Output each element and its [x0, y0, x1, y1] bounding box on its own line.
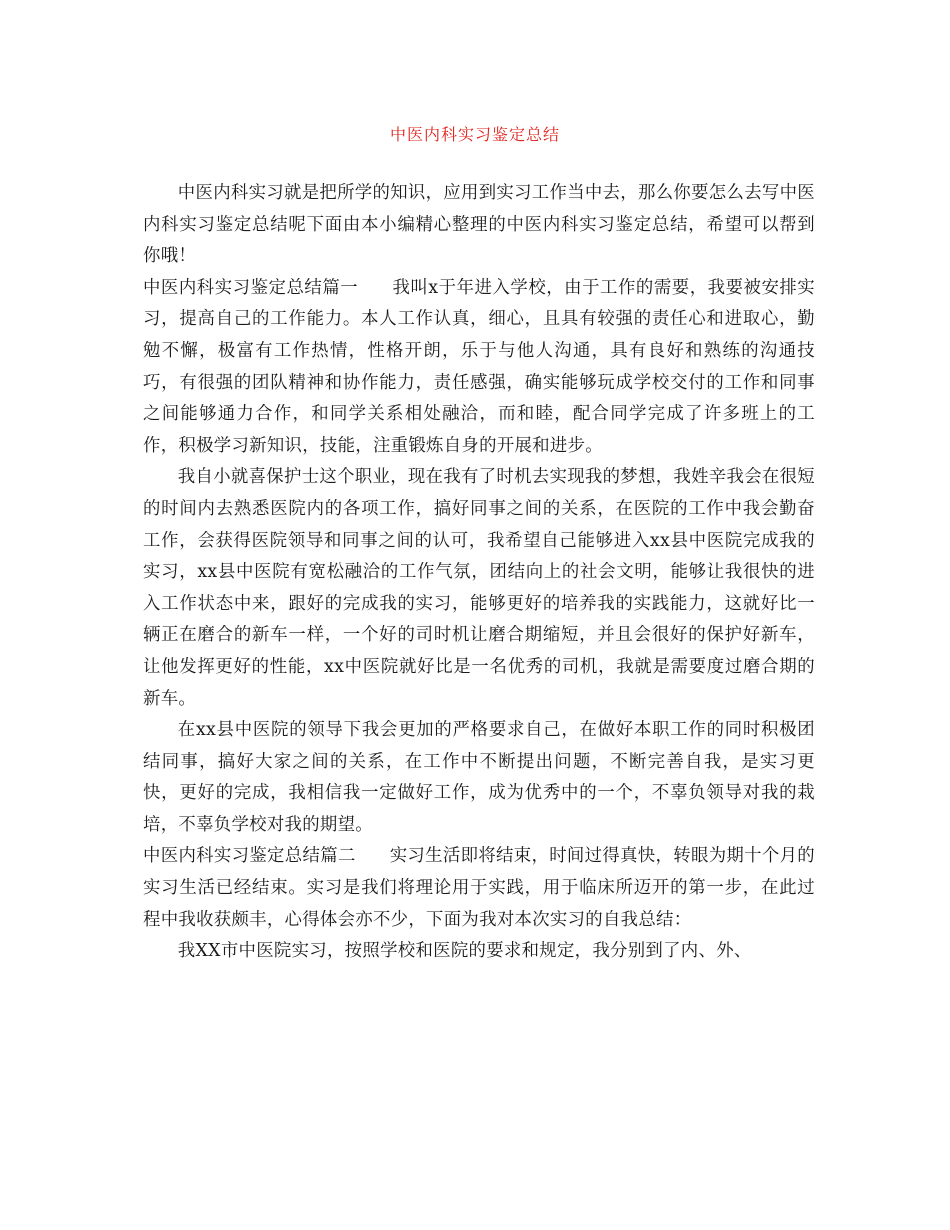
section1-lead-text: 我叫x于年进入学校，由于工作的需要，我要被安排实习，提高自己的工作能力。本人工作认真，细心，且具有较强的责任心和进取心，勤勉不懈，极富有工作热情，性格开朗，乐于与他人沟通，具有良好和熟练的沟通技巧，有很强的团队精神和协作能力，责任感强，确实能够玩成学校交付的工作和同事之间能够通力合作，和同学关系相处融洽，而和睦，配合同学完成了许多班上的工作，积极学习新知识，技能，注重锻炼自身的开展和进步。	[143, 277, 815, 456]
section2-paragraph	[143, 841, 815, 936]
document-body	[143, 178, 815, 968]
document-title: 中医内科实习鉴定总结	[389, 125, 560, 144]
intro-paragraph: 中医内科实习就是把所学的知识，应用到实习工作当中去，那么你要怎么去写中医内科实习鉴定总结呢下面由本小编精心整理的中医内科实习鉴定总结，希望可以帮到你哦！	[143, 183, 815, 267]
section2-paragraph-2: 我XX市中医院实习，按照学校和医院的要求和规定，我分别到了内、外、	[177, 941, 752, 962]
section1-paragraph-3: 在xx县中医院的领导下我会更加的严格要求自己，在做好本职工作的同时积极团结同事，搞好大家之间的关系，在工作中不断提出问题，不断完善自我，是实习更快，更好的完成，我相信我一定做好工作，成为优秀中的一个，不辜负领导对我的栽培，不辜负学校对我的期望。	[143, 720, 815, 835]
section1-paragraph	[143, 273, 815, 463]
section1-paragraph-2: 我自小就喜保护士这个职业，现在我有了时机去实现我的梦想，我姓辛我会在很短的时间内去熟悉医院内的各项工作，搞好同事之间的关系，在医院的工作中我会勤奋工作，会获得医院领导和同事之间的认可，我希望自己能够进入xx县中医院完成我的实习，xx县中医院有宽松融洽的工作气氛，团结向上的社会文明，能够让我很快的进入工作状态中来，跟好的完成我的实习，能够更好的培养我的实践能力，这就好比一辆正在磨合的新车一样，一个好的司时机让磨合期缩短，并且会很好的保护好新车，让他发挥更好的性能，xx中医院就好比是一名优秀的司机，我就是需要度过磨合期的新车。	[143, 467, 815, 709]
section2-heading: 中医内科实习鉴定总结篇二	[143, 846, 356, 867]
section2-lead-text: 实习生活即将结束，时间过得真快，转眼为期十个月的实习生活已经结束。实习是我们将理论用于实践，用于临床所迈开的第一步，在此过程中我收获颇丰，心得体会亦不少，下面为我对本次实习的自我总结：	[143, 846, 815, 930]
section1-heading: 中医内科实习鉴定总结篇一	[143, 277, 359, 298]
